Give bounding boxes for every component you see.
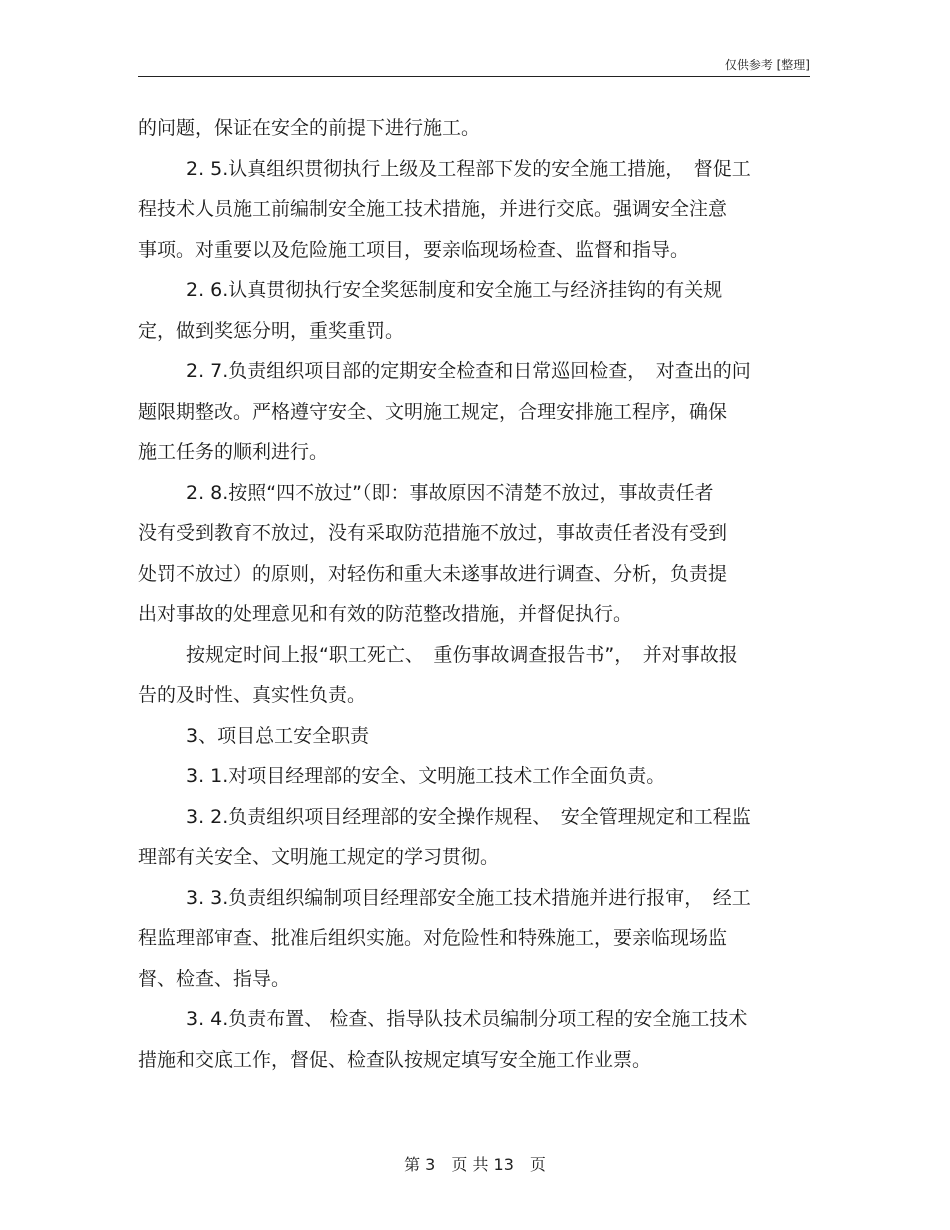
text-line: 3. 1.对项目经理部的安全、文明施工技术工作全面负责。 [186,765,666,787]
text-line: 告的及时性、真实性负责。 [138,684,367,706]
text-line: 理部有关安全、文明施工规定的学习贯彻。 [138,846,500,868]
page-footer: 第 3 页 共 13 页 [404,1155,546,1174]
text-line: 施工任务的顺利进行。 [138,441,329,463]
text-line: 程技术人员施工前编制安全施工技术措施，并进行交底。强调安全注意 [138,198,728,220]
text-line: 措施和交底工作，督促、检查队按规定填写安全施工作业票。 [138,1048,652,1071]
text-line: 出对事故的处理意见和有效的防范整改措施，并督促执行。 [138,603,633,625]
text-line: 程监理部审查、批准后组织实施。对危险性和特殊施工，要亲临现场监 [138,927,728,949]
text-line: 3. 4.负责布置、 检查、指导队技术员编制分项工程的安全施工技术 [186,1008,748,1030]
text-line: 2. 7.负责组织项目部的定期安全检查和日常巡回检查， 对查出的问 [186,360,751,382]
text-line: 的问题，保证在安全的前提下进行施工。 [138,117,481,139]
document-body [138,108,810,1080]
text-line: 定，做到奖惩分明，重奖重罚。 [138,319,405,342]
text-line: 3、项目总工安全职责 [186,724,370,747]
text-line: 没有受到教育不放过，没有采取防范措施不放过，事故责任者没有受到 [138,522,728,544]
text-line: 事项。对重要以及危险施工项目，要亲临现场检查、监督和指导。 [138,238,690,261]
text-line: 2. 8.按照“四不放过”（即：事故原因不清楚不放过，事故责任者 [186,481,714,504]
text-line: 2. 6.认真贯彻执行安全奖惩制度和安全施工与经济挂钩的有关规 [186,279,723,301]
text-line: 处罚不放过）的原则，对轻伤和重大未遂事故进行调查、分析，负责提 [138,562,728,585]
text-line: 题限期整改。严格遵守安全、文明施工规定，合理安排施工程序，确保 [138,400,728,423]
text-line: 2. 5.认真组织贯彻执行上级及工程部下发的安全施工措施， 督促工 [186,157,751,180]
text-line: 按规定时间上报“职工死亡、 重伤事故调查报告书”， 并对事故报 [186,643,738,666]
text-line: 督、检查、指导。 [138,967,291,990]
text-line: 3. 3.负责组织编制项目经理部安全施工技术措施并进行报审， 经工 [186,886,751,909]
text-line: 3. 2.负责组织项目经理部的安全操作规程、 安全管理规定和工程监 [186,805,751,828]
page-header: 仅供参考 [整理] [138,56,810,77]
